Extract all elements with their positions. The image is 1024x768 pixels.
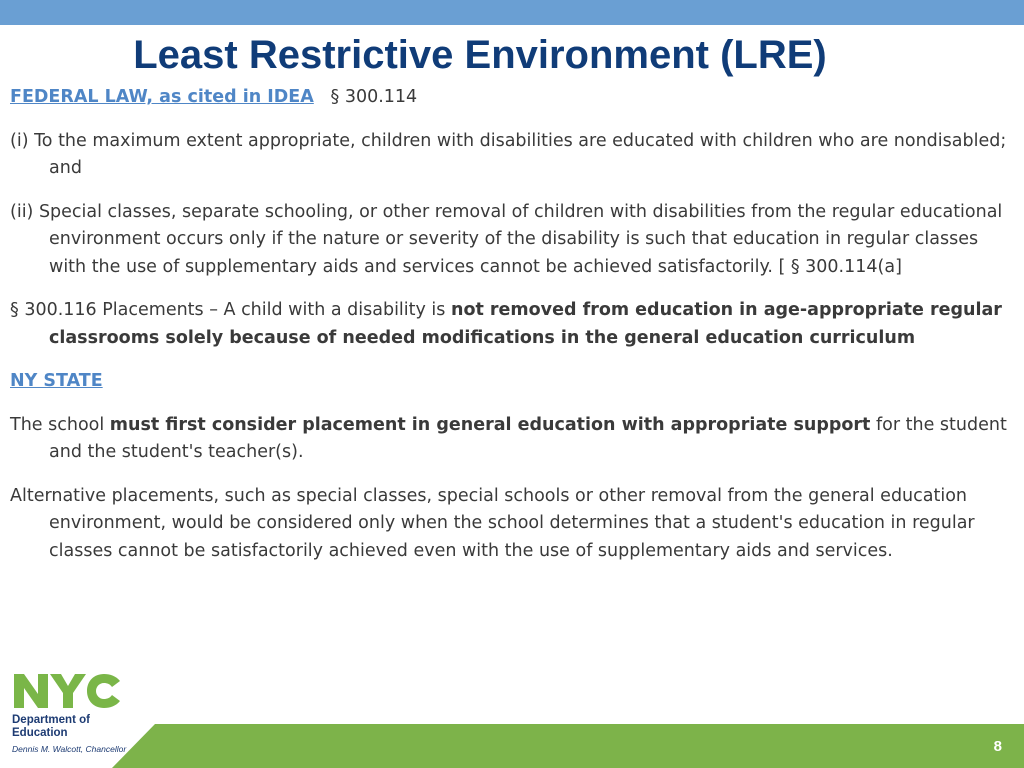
consider-lead: The school [10,414,110,435]
ny-consider-paragraph [10,412,1014,467]
federal-law-link[interactable]: FEDERAL LAW, as cited in IDEA [10,87,314,107]
placements-lead: § 300.116 Placements – A child with a disability is [10,300,451,320]
slide-body [10,84,1014,581]
ny-state-link[interactable]: NY STATE [10,371,103,391]
bottom-green-band [0,724,1024,768]
placements-bold: not removed from education in age-appropriate regular classrooms solely because of needed modifications in the general education curriculum [49,300,1002,348]
chancellor-credit: Dennis M. Walcott, Chancellor [12,744,127,754]
page-number: 8 [993,738,1002,755]
federal-section-ref: § 300.114 [330,87,418,107]
nyc-logo-mark [12,672,142,710]
placements-paragraph [10,297,1014,352]
nyc-doe-logo [12,672,142,756]
ny-state-heading [10,368,1014,396]
department-line-2: Education [12,727,68,739]
ny-alternatives-paragraph: Alternative placements, such as special classes, special schools or other removal from the general education environment, would be considered only when the school determines that a student's education in regular classes cannot be satisfactorily achieved even with the use of supplementary aids and services. [10,485,975,561]
department-line-1: Department of [12,714,90,726]
consider-bold: must first consider placement in general education with appropriate support [109,414,871,435]
federal-law-heading [10,84,1014,112]
department-name [12,714,142,740]
federal-item-i: (i) To the maximum extent appropriate, children with disabilities are educated with children who are nondisabled; and [10,130,1007,178]
top-accent-bar [0,0,1024,25]
nyc-letters-icon [12,672,122,710]
consider-tail: for the student and the student's teacher(s). [49,414,1007,462]
slide-title: Least Restrictive Environment (LRE) [133,33,827,77]
federal-item-ii: (ii) Special classes, separate schooling, or other removal of children with disabilities from the regular educational environment occurs only if the nature or severity of the disability is such that education in regular classes with the use of supplementary aids and services cannot be achieved satisfactorily. [ § 300.114(a] [10,201,1003,277]
